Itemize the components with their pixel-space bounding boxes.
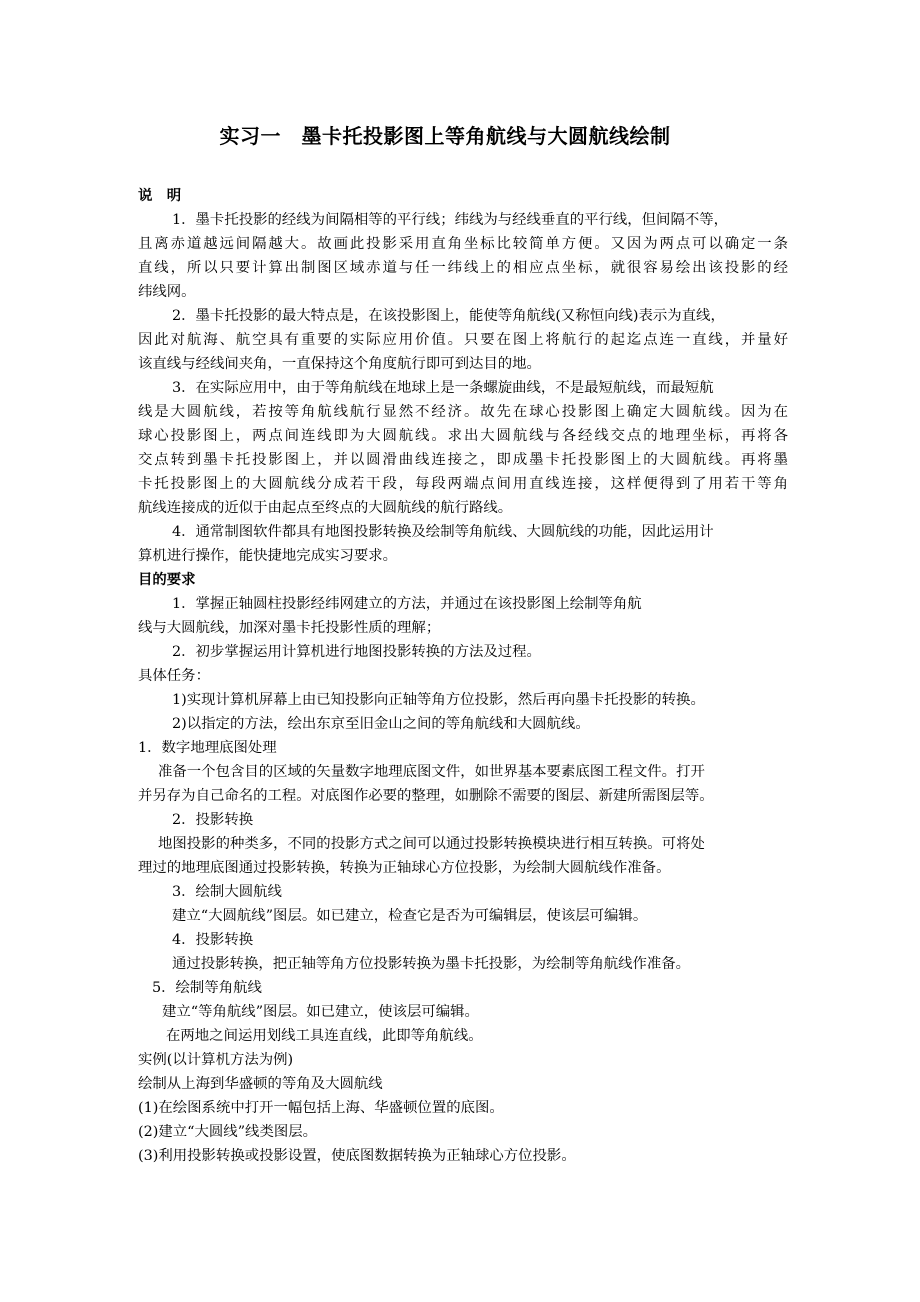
paragraph-line: 该直线与经线间夹角，一直保持这个角度航行即可到达目的地。 <box>138 356 541 372</box>
paragraph-line: 球心投影图上，两点间连线即为大圆航线。求出大圆航线与各经线交点的地理坐标，再将各 <box>138 428 788 444</box>
paragraph-line: 航线连接成的近似于由起点至终点的大圆航线的航行路线。 <box>138 500 513 516</box>
step-5-text-2: 在两地之间运用划线工具连直线，此即等角航线。 <box>166 1028 483 1044</box>
document-body <box>138 184 788 1168</box>
specific-tasks-label: 具体任务： <box>138 668 210 684</box>
paragraph-line: 4．通常制图软件都具有地图投影转换及绘制等角航线、大圆航线的功能，因此运用计 <box>172 524 714 540</box>
step-2-title: 2．投影转换 <box>172 812 254 828</box>
paragraph-line: 直线，所以只要计算出制图区域赤道与任一纬线上的相应点坐标，就很容易绘出该投影的经 <box>138 260 788 276</box>
paragraph-line: 1．墨卡托投影的经线为间隔相等的平行线；纬线为与经线垂直的平行线，但间隔不等， <box>172 212 729 228</box>
paragraph-line: 线是大圆航线，若按等角航线航行显然不经济。故先在球心投影图上确定大圆航线。因为在 <box>138 404 788 420</box>
objective-item-2: 2．初步掌握运用计算机进行地图投影转换的方法及过程。 <box>172 644 541 660</box>
paragraph-1 <box>138 208 788 304</box>
step-5-text: 建立“等角航线”图层。如已建立，使该层可编辑。 <box>162 1004 479 1020</box>
example-title: 实例(以计算机方法为例) <box>138 1052 294 1068</box>
example-step-1: (1)在绘图系统中打开一幅包括上海、华盛顿位置的底图。 <box>138 1100 504 1116</box>
task-item-2: 2)以指定的方法，绘出东京至旧金山之间的等角航线和大圆航线。 <box>172 716 590 732</box>
step-2-text-continued: 理过的地理底图通过投影转换，转换为正轴球心方位投影，为绘制大圆航线作准备。 <box>138 860 671 876</box>
example-subtitle: 绘制从上海到华盛顿的等角及大圆航线 <box>138 1076 383 1092</box>
objective-item-1-continued: 线与大圆航线，加深对墨卡托投影性质的理解； <box>138 620 441 636</box>
paragraph-line: 纬线网。 <box>138 284 196 300</box>
paragraph-line: 3．在实际应用中，由于等角航线在地球上是一条螺旋曲线，不是最短航线，而最短航 <box>172 380 714 396</box>
paragraph-line: 卡托投影图上的大圆航线分成若干段，每段两端点间用直线连接，这样便得到了用若干等角 <box>138 476 788 492</box>
step-4-title: 4．投影转换 <box>172 932 254 948</box>
paragraph-line: 2．墨卡托投影的最大特点是，在该投影图上，能使等角航线(又称恒向线)表示为直线， <box>172 308 725 324</box>
paragraph-4 <box>138 520 788 568</box>
paragraph-line: 算机进行操作，能快捷地完成实习要求。 <box>138 548 398 564</box>
paragraph-line: 且离赤道越远间隔越大。故画此投影采用直角坐标比较简单方便。又因为两点可以确定一条 <box>138 236 788 252</box>
paragraph-2 <box>138 304 788 376</box>
step-1-text-continued: 并另存为自己命名的工程。对底图作必要的整理，如删除不需要的图层、新建所需图层等。 <box>138 788 714 804</box>
step-1-title: 1．数字地理底图处理 <box>138 740 277 756</box>
step-1-text: 准备一个包含目的区域的矢量数字地理底图文件，如世界基本要素底图工程文件。打开 <box>158 764 705 780</box>
paragraph-line: 交点转到墨卡托投影图上，并以圆滑曲线连接之，即成墨卡托投影图上的大圆航线。再将墨 <box>138 452 788 468</box>
example-step-2: (2)建立“大圆线”线类图层。 <box>138 1124 318 1140</box>
section-heading-explanation: 说 明 <box>138 188 182 204</box>
step-2-text: 地图投影的种类多，不同的投影方式之间可以通过投影转换模块进行相互转换。可将处 <box>158 836 705 852</box>
objective-item-1: 1．掌握正轴圆柱投影经纬网建立的方法，并通过在该投影图上绘制等角航 <box>172 596 642 612</box>
section-heading-objectives: 目的要求 <box>138 572 196 588</box>
step-3-title: 3．绘制大圆航线 <box>172 884 282 900</box>
step-4-text: 通过投影转换，把正轴等角方位投影转换为墨卡托投影，为绘制等角航线作准备。 <box>172 956 691 972</box>
task-item-1: 1)实现计算机屏幕上由已知投影向正轴等角方位投影，然后再向墨卡托投影的转换。 <box>172 692 705 708</box>
example-step-3: (3)利用投影转换或投影设置，使底图数据转换为正轴球心方位投影。 <box>138 1148 576 1164</box>
step-5-title: 5．绘制等角航线 <box>152 980 262 996</box>
paragraph-line: 因此对航海、航空具有重要的实际应用价值。只要在图上将航行的起迄点连一直线，并量好 <box>138 332 788 348</box>
page-title: 实习一 墨卡托投影图上等角航线与大圆航线绘制 <box>219 124 671 148</box>
paragraph-3 <box>138 376 788 520</box>
step-3-text: 建立“大圆航线”图层。如已建立，检查它是否为可编辑层，使该层可编辑。 <box>172 908 648 924</box>
